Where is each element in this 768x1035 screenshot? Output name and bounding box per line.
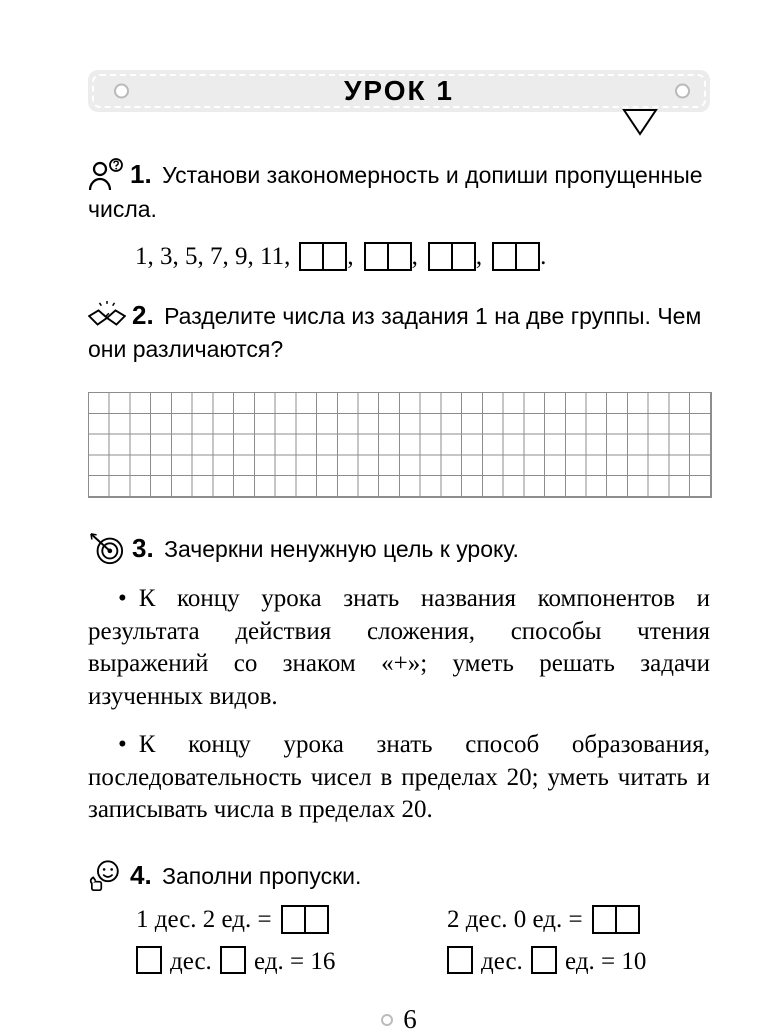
des-label: дес. <box>170 948 212 976</box>
banner-ribbon-tail-icon <box>622 109 658 136</box>
task-2-head <box>88 297 710 367</box>
page-number-ring-icon <box>381 1014 393 1026</box>
task-2-number: 2. <box>132 299 154 330</box>
fill-right-2 <box>399 946 710 976</box>
fill-right-1 <box>399 905 710 934</box>
lesson-header <box>88 70 710 112</box>
writing-grid[interactable] <box>88 392 712 498</box>
fill-left-2-end: ед. = 16 <box>254 948 336 976</box>
task-4-number: 4. <box>130 859 152 890</box>
task-1-head <box>88 156 710 226</box>
answer-box[interactable] <box>447 946 473 974</box>
lesson-title: УРОК 1 <box>344 75 454 106</box>
task-2-text: Разделите числа из задания 1 на две группы. Чем они различаются? <box>88 302 702 363</box>
fill-left-2 <box>88 946 399 976</box>
fill-right-1-text: 2 дес. 0 ед. = <box>447 906 583 934</box>
separator: , <box>347 242 354 270</box>
separator: . <box>540 242 547 270</box>
smiley-thumb-icon <box>88 859 124 893</box>
target-icon <box>88 532 126 566</box>
goal-1-text: К концу урока знать названия компонентов и результата действия сложения, способы чтения выражений со знаком «+»; уметь решать задачи изученных видов. <box>88 585 710 710</box>
task-4-text: Заполни пропуски. <box>162 862 362 889</box>
answer-boxes[interactable] <box>592 905 640 934</box>
page-number-row <box>88 1004 710 1035</box>
answer-boxes[interactable] <box>364 242 412 271</box>
answer-boxes[interactable] <box>492 242 540 271</box>
task-4-head <box>88 857 710 894</box>
fill-left-1 <box>88 905 399 934</box>
separator: , <box>411 242 418 270</box>
person-question-icon <box>88 158 124 192</box>
answer-box[interactable] <box>220 946 246 974</box>
separator: , <box>475 242 483 270</box>
task-3-head <box>88 530 710 567</box>
answer-boxes[interactable] <box>299 242 347 271</box>
fill-left-1-text: 1 дес. 2 ед. = <box>136 906 272 934</box>
des-label: дес. <box>481 948 523 976</box>
banner-ring-left-icon <box>114 84 129 99</box>
goal-option-2[interactable] <box>88 729 710 827</box>
answer-boxes[interactable] <box>428 242 476 271</box>
answer-box[interactable] <box>136 946 162 974</box>
task-1-sequence <box>135 242 710 271</box>
page-number: 6 <box>403 1004 417 1035</box>
task-3-number: 3. <box>132 533 154 564</box>
answer-box[interactable] <box>531 946 557 974</box>
lesson-banner <box>88 70 710 112</box>
fill-right-2-end: ед. = 10 <box>565 948 647 976</box>
bullet-marker: • <box>118 585 127 613</box>
goal-2-text: К концу урока знать способ образования, последовательность чисел в пределах 20; уметь читать и записывать числа в пределах 20. <box>88 731 710 824</box>
task-1-text: Установи закономерность и допиши пропущенные числа. <box>88 162 703 222</box>
goal-option-1[interactable] <box>88 583 710 713</box>
fill-row-1 <box>88 905 710 934</box>
task-3-text: Зачеркни ненужную цель к уроку. <box>164 536 519 563</box>
task-1-number: 1. <box>130 159 152 189</box>
answer-boxes[interactable] <box>281 905 329 934</box>
bullet-marker: • <box>118 731 127 759</box>
fill-row-2 <box>88 946 710 976</box>
handshake-icon <box>88 301 126 333</box>
sequence-text: 1, 3, 5, 7, 9, 11, <box>135 242 291 270</box>
banner-ring-right-icon <box>675 84 690 99</box>
